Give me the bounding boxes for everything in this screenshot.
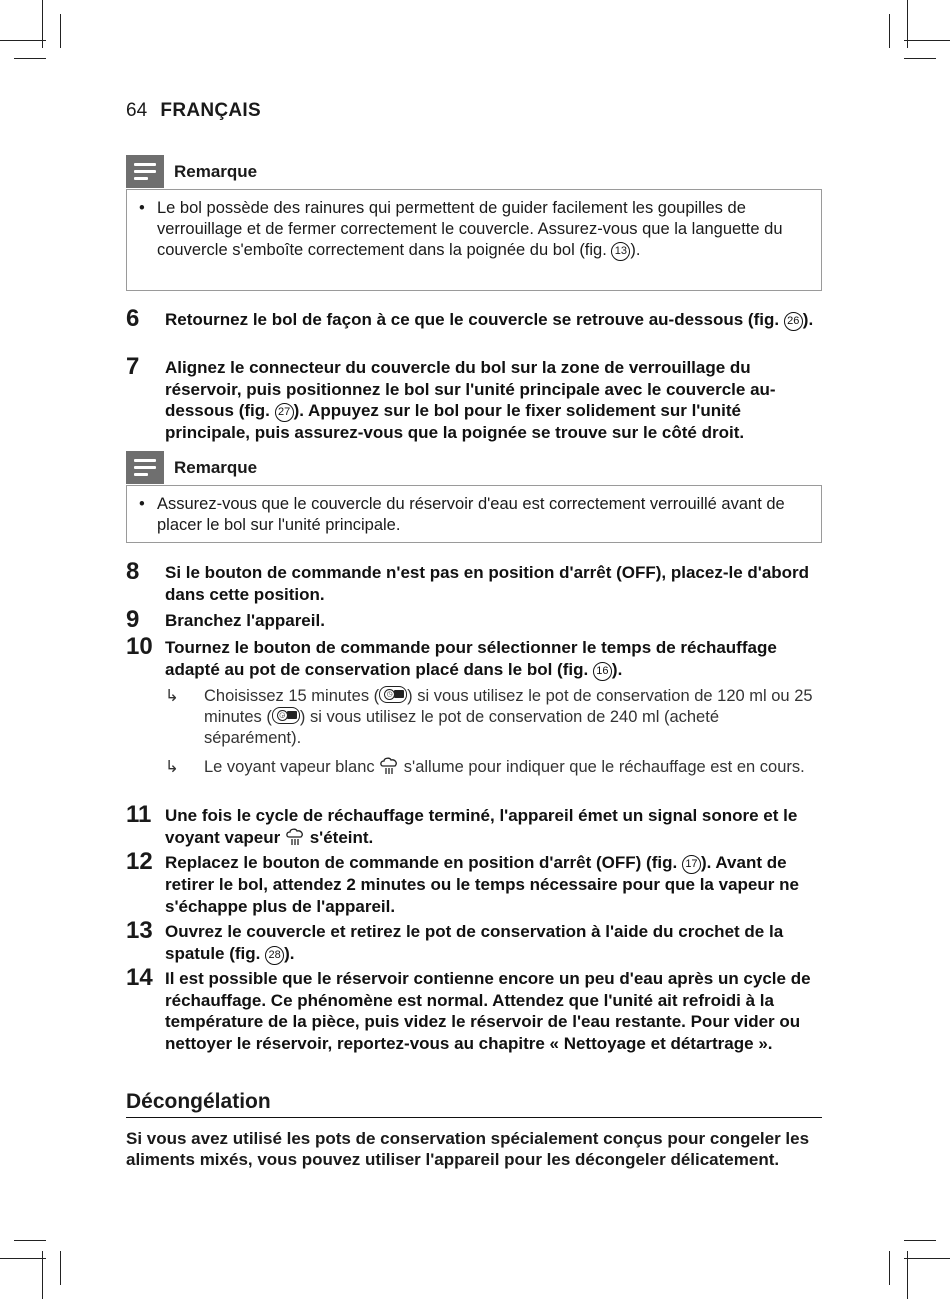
result-arrow-icon: ↳ — [165, 687, 179, 705]
note-box — [126, 485, 822, 543]
step-number: 9 — [126, 606, 140, 633]
figure-ref: 26 — [784, 312, 803, 331]
result-text: Choisissez 15 minutes ( ◷ ) si vous utilisez le pot de conservation de 120 ml ou 25 minutes ( ◶ ) si vous utilisez le pot de conservation de 240 ml (acheté séparément). — [204, 687, 813, 747]
steam-icon — [285, 828, 305, 846]
note-text-end: ). — [630, 241, 641, 259]
step-number: 14 — [126, 964, 153, 991]
result-arrow-icon: ↳ — [165, 758, 179, 776]
note-text: Assurez-vous que le couvercle du réservoir d'eau est correctement verrouillé avant de placer le bol sur l'unité principale. — [157, 495, 785, 534]
steam-icon — [379, 757, 399, 775]
step-number: 6 — [126, 305, 140, 332]
section-title: Décongélation — [126, 1090, 271, 1113]
section-heading — [126, 1090, 822, 1118]
figure-ref: 13 — [611, 242, 630, 261]
step-text: Ouvrez le couvercle et retirez le pot de conservation à l'aide du crochet de la spatule (fig. 28 ). — [165, 922, 784, 963]
result-text: Le voyant vapeur blanc s'allume pour indiquer que le réchauffage est en cours. — [204, 758, 805, 776]
page-header — [126, 100, 261, 122]
step-number: 7 — [126, 353, 140, 380]
step-text: Alignez le connecteur du couvercle du bol sur la zone de verrouillage du réservoir, puis positionnez le bol sur l'unité principale avec le couvercle au-dessous (fig. 27 ). Appuyez sur le bol pour le fixer solidement sur l'unité principale, puis assurez-vous que la poignée se trouve sur le côté droit. — [165, 358, 776, 442]
step-text: Il est possible que le réservoir contienne encore un peu d'eau après un cycle de réchauffage. Ce phénomène est normal. Attendez que l'unité ait refroidi à la température de la pièce, puis videz le réservoir de l'eau restante. Pour vider ou nettoyer le réservoir, reportez-vous au chapitre « Nettoyage et détartrage ». — [165, 969, 811, 1053]
bullet: • — [139, 495, 145, 513]
step-number: 8 — [126, 558, 140, 585]
figure-ref: 16 — [593, 662, 612, 681]
note-header — [126, 451, 257, 484]
step-text: Branchez l'appareil. — [165, 611, 325, 630]
15-min-icon: ◷ — [379, 686, 407, 703]
figure-ref: 17 — [682, 855, 701, 874]
step-number: 12 — [126, 848, 153, 875]
step-text: Tournez le bouton de commande pour sélectionner le temps de réchauffage adapté au pot de conservation placé dans le bol (fig. 16 ). — [165, 638, 777, 679]
step-text: Retournez le bol de façon à ce que le couvercle se retrouve au-dessous (fig. 26 ). — [165, 310, 814, 329]
language-label: FRANÇAIS — [160, 100, 261, 121]
note-title: Remarque — [174, 457, 258, 477]
note-icon — [126, 451, 164, 484]
step-number: 10 — [126, 633, 153, 660]
section-intro: Si vous avez utilisé les pots de conservation spécialement conçus pour congeler les aliments mixés, vous pouvez utiliser l'appareil pour les décongeler délicatement. — [126, 1129, 810, 1169]
step-text: Replacez le bouton de commande en position d'arrêt (OFF) (fig. 17 ). Avant de retirer le bol, attendez 2 minutes ou le temps nécessaire pour que la vapeur ne s'échappe plus de l'appareil. — [165, 853, 799, 916]
step-text: Si le bouton de commande n'est pas en position d'arrêt (OFF), placez-le d'abord dans cette position. — [165, 563, 810, 604]
bullet: • — [139, 199, 145, 217]
note-icon — [126, 155, 164, 188]
note-box — [126, 189, 822, 291]
25-min-icon: ◶ — [272, 707, 300, 724]
page-number: 64 — [126, 100, 148, 121]
step-number: 13 — [126, 917, 153, 944]
note-text: Le bol possède des rainures qui permettent de guider facilement les goupilles de verrouillage et de fermer correctement le couvercle. Assurez-vous que la languette du couvercle s'emboîte correctement dans la poignée du bol (fig. — [157, 199, 783, 259]
figure-ref: 27 — [275, 403, 294, 422]
note-header — [126, 155, 257, 188]
step-number: 11 — [126, 801, 152, 828]
note-title: Remarque — [174, 161, 258, 181]
figure-ref: 28 — [265, 946, 284, 965]
step-text: Une fois le cycle de réchauffage terminé, l'appareil émet un signal sonore et le voyant vapeur s'éteint. — [165, 806, 798, 847]
